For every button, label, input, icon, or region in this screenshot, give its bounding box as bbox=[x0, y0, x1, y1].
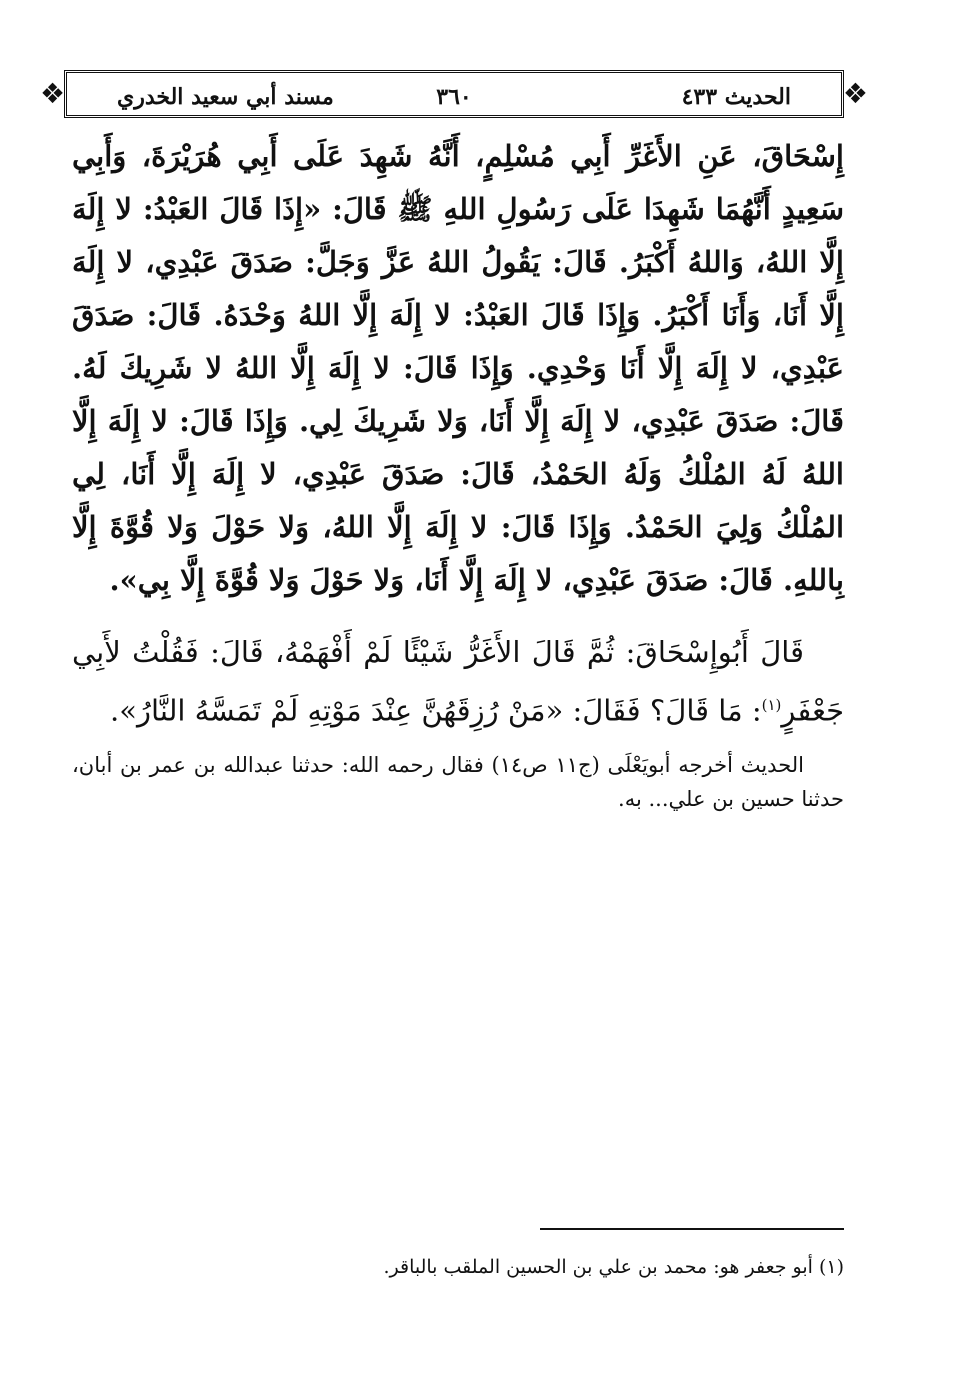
footnote-divider bbox=[540, 1228, 844, 1230]
page-number: ٣٦٠ bbox=[436, 84, 472, 110]
takhrij-note bbox=[72, 748, 844, 816]
commentary-text-start: قَالَ أَبُوإِسْحَاقَ: ثُمَّ قَالَ الأَغَرُّ شَيْئًا لَمْ أَفْهَمْهُ، قَالَ: فَقُلْتُ لأَبِي جَعْفَرٍ bbox=[72, 635, 844, 728]
page-header bbox=[40, 70, 868, 118]
footnote-reference[interactable]: (١) bbox=[761, 696, 782, 714]
commentary-text-end: : مَا قَالَ؟ فَقَالَ: «مَنْ رُزِقَهُنَّ عِنْدَ مَوْتِهِ لَمْ تَمَسَّهُ النَّارُ». bbox=[110, 693, 762, 728]
hadith-text: إِسْحَاقَ، عَنِ الأَغَرِّ أَبِي مُسْلِمٍ، أَنَّهُ شَهِدَ عَلَى أَبِي هُرَيْرَةَ، وَأَبِي سَعِيدٍ أَنَّهُمَا شَهِدَا عَلَى رَسُولِ اللهِ ﷺ قَالَ: «إِذَا قَالَ العَبْدُ: لا إِلَهَ إِلَّا اللهُ، وَاللهُ أَكْبَرُ. قَالَ: يَقُولُ اللهُ عَزَّ وَجَلَّ: صَدَقَ عَبْدِي، لا إِلَهَ إِلَّا أَنَا، وَأَنَا أَكْبَرُ. وَإِذَا قَالَ العَبْدُ: لا إِلَهَ إِلَّا اللهُ وَحْدَهُ. قَالَ: صَدَقَ عَبْدِي، لا إِلَهَ إِلَّا أَنَا وَحْدِي. وَإِذَا قَالَ: لا إِلَهَ إِلَّا اللهُ لا شَرِيكَ لَهُ. قَالَ: صَدَقَ عَبْدِي، لا إِلَهَ إِلَّا أَنَا، وَلا شَرِيكَ لِي. وَإِذَا قَالَ: لا إِلَهَ إِلَّا اللهُ لَهُ المُلْكُ وَلَهُ الحَمْدُ، قَالَ: صَدَقَ عَبْدِي، لا إِلَهَ إِلَّا أَنَا، لِي المُلْكُ وَلِيَ الحَمْدُ. وَإِذَا قَالَ: لا إِلَهَ إِلَّا اللهُ، وَلا حَوْلَ وَلا قُوَّةَ إِلَّا بِاللهِ. قَالَ: صَدَقَ عَبْدِي، لا إِلَهَ إِلَّا أَنَا، وَلا حَوْلَ وَلا قُوَّةَ إِلَّا بِي». bbox=[72, 139, 844, 597]
commentary-paragraph bbox=[72, 626, 844, 738]
takhrij-text: الحديث أخرجه أبويَعْلَى (ج١١ ص١٤) فقال رحمه الله: حدثنا عبدالله بن عمر بن أبان، حدثنا حسين بن علي... به. bbox=[72, 753, 844, 811]
hadith-number: الحديث ٤٣٣ bbox=[681, 84, 791, 110]
ornament-left-icon: ❖ bbox=[40, 77, 66, 110]
ornament-right-icon: ❖ bbox=[842, 77, 868, 110]
footnote: (١) أبو جعفر هو: محمد بن علي بن الحسين الملقب بالباقر. bbox=[383, 1256, 844, 1278]
header-frame bbox=[64, 70, 844, 118]
book-title: مسند أبي سعيد الخدري bbox=[117, 84, 334, 110]
